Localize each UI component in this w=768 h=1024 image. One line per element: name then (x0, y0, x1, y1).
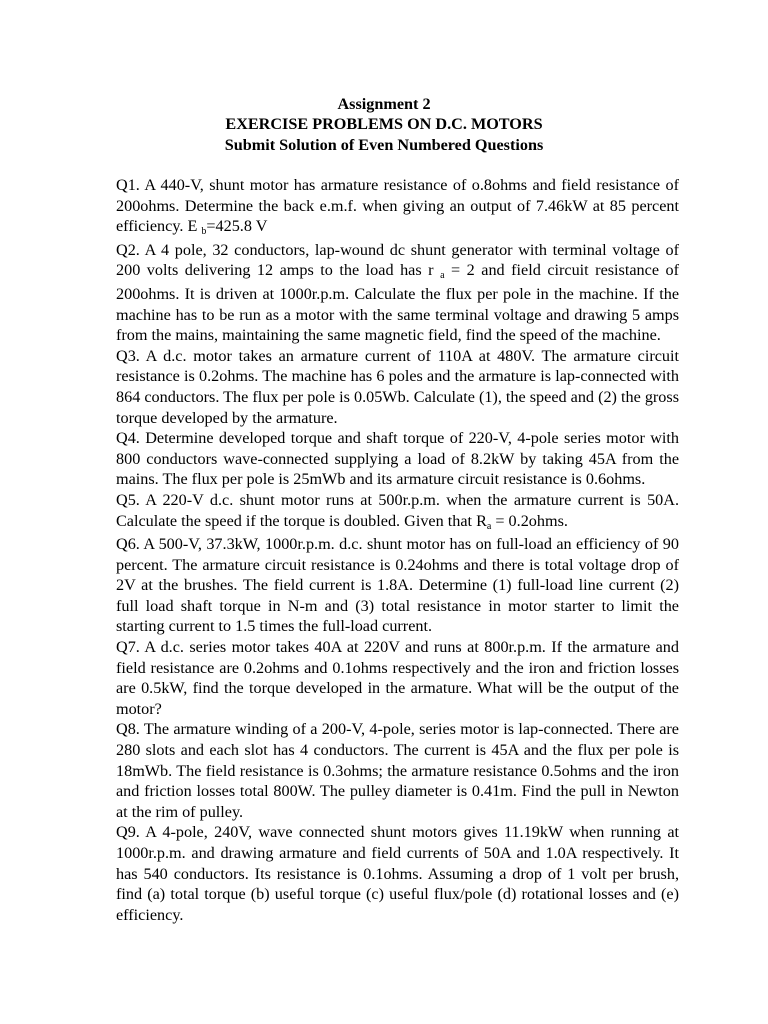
question-9: Q9. A 4-pole, 240V, wave connected shunt motors gives 11.19kW when running at 1000r.p.m. and drawing armature and field currents of 50A and 1.0A respectively. It has 540 conductors. Its resistance is 0.1ohms. Assuming a drop of 1 volt per brush, find (a) total torque (b) useful torque (c) useful flux/pole (d) rotational losses and (e) efficiency. (116, 823, 679, 924)
question-4: Q4. Determine developed torque and shaft torque of 220-V, 4-pole series motor with 800 conductors wave-connected supplying a load of 8.2kW by taking 45A from the mains. The flux per pole is 25mWb and its armature circuit resistance is 0.6ohms. (116, 429, 679, 489)
submission-instruction: Submit Solution of Even Numbered Questions (224, 136, 544, 154)
question-list (116, 175, 679, 925)
question-2: Q2. A 4 pole, 32 conductors, lap-wound dc shunt generator with terminal voltage of 200 volts delivering 12 amps to the load has r $_a$ = 2 and field circuit resistance of 200ohms. It is driven at 1000r.p.m. Calculate the flux per pole in the machine. If the machine has to be run as a motor with the same terminal voltage and drawing 5 amps from the mains, maintaining the same magnetic field, find the speed of the machine. (116, 240, 679, 345)
question-7: Q7. A d.c. series motor takes 40A at 220V and runs at 800r.p.m. If the armature and field resistance are 0.2ohms and 0.1ohms respectively and the iron and friction losses are 0.5kW, find the torque developed in the armature. What will be the output of the motor? (116, 638, 679, 718)
assignment-title: Assignment 2 (337, 95, 431, 113)
exercise-heading: EXERCISE PROBLEMS ON D.C. MOTORS (225, 115, 543, 133)
question-3: Q3. A d.c. motor takes an armature current of 110A at 480V. The armature circuit resistance is 0.2ohms. The machine has 6 poles and the armature is lap-connected with 864 conductors. The flux per pole is 0.05Wb. Calculate (1), the speed and (2) the gross torque developed by the armature. (116, 346, 679, 427)
question-6: Q6. A 500-V, 37.3kW, 1000r.p.m. d.c. shunt motor has on full-load an efficiency of 90 percent. The armature circuit resistance is 0.24ohms and there is total voltage drop of 2V at the brushes. The field current is 1.8A. Determine (1) full-load line current (2) full load shaft torque in N-m and (3) total resistance in motor starter to limit the starting current to 1.5 times the full-load current. (116, 535, 679, 636)
question-1: Q1. A 440-V, shunt motor has armature resistance of o.8ohms and field resistance of 200ohms. Determine the back e.m.f. when giving an output of 7.46kW at 85 percent efficiency. E $_b$=425.8 V (116, 176, 679, 238)
question-5: Q5. A 220-V d.c. shunt motor runs at 500r.p.m. when the armature current is 50A. Calculate the speed if the torque is doubled. Given that $R_a$ = 0.2ohms. (116, 490, 679, 532)
question-8: Q8. The armature winding of a 200-V, 4-pole, series motor is lap-connected. There are 280 slots and each slot has 4 conductors. The current is 45A and the flux per pole is 18mWb. The field resistance is 0.3ohms; the armature resistance 0.5ohms and the iron and friction losses total 800W. The pulley diameter is 0.41m. Find the pull in Newton at the rim of pulley. (116, 720, 679, 821)
